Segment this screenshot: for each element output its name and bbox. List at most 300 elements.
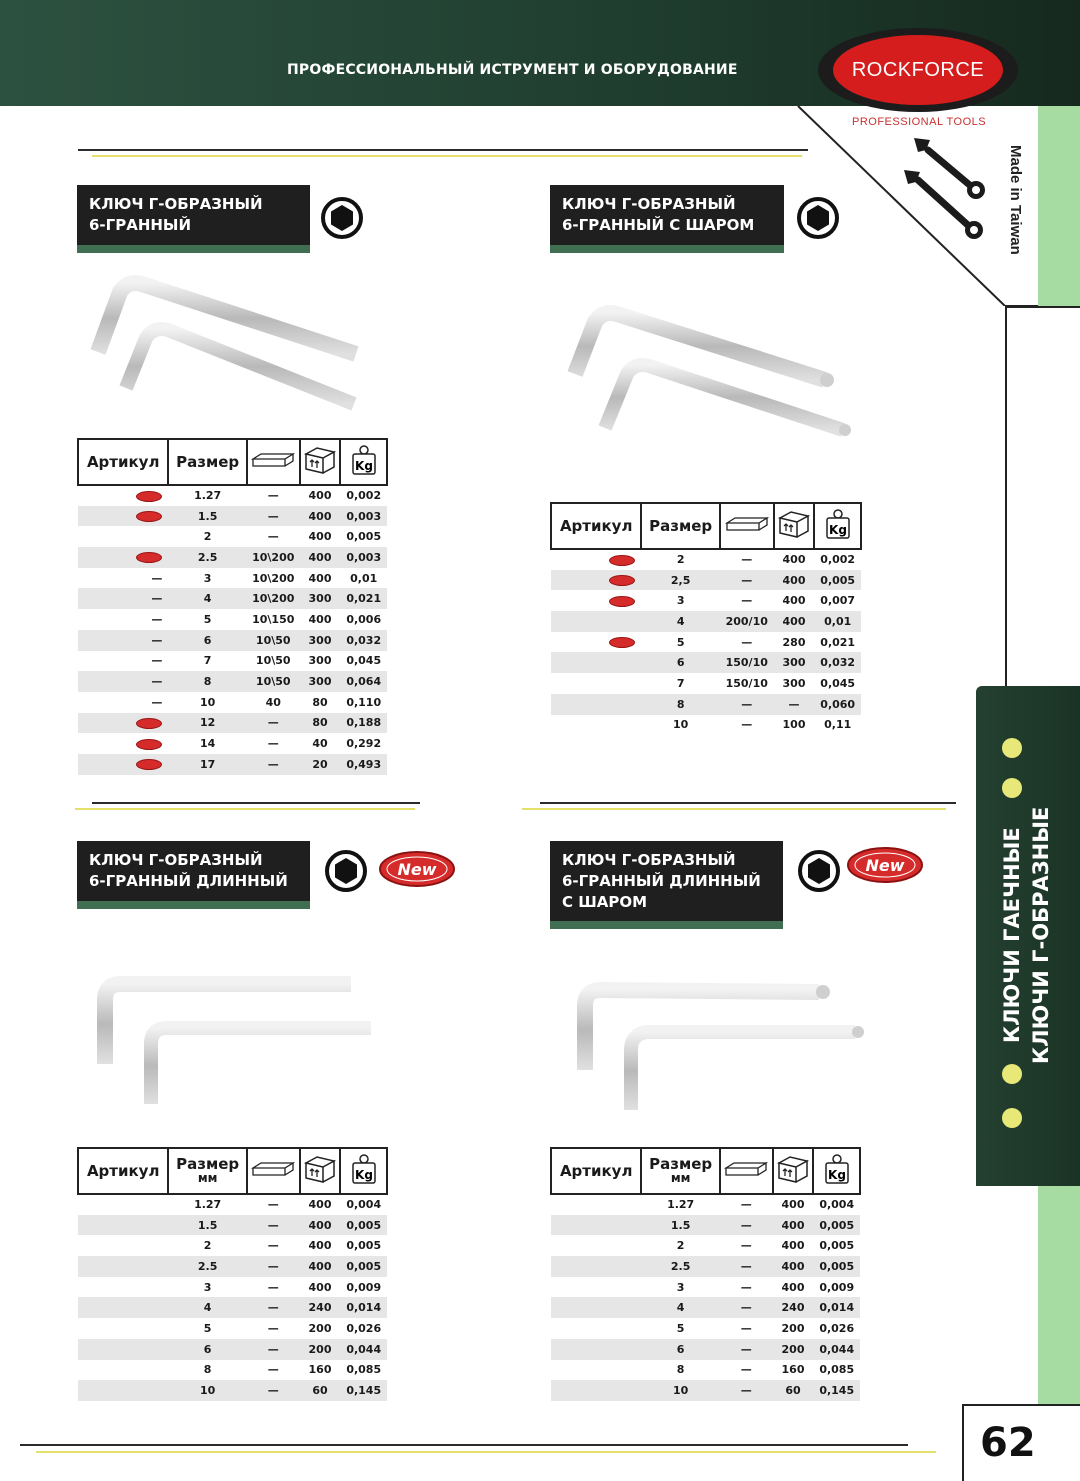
article-cell: [551, 1339, 641, 1360]
box-cell: 200: [773, 1339, 814, 1360]
pack-cell: —: [267, 1363, 279, 1377]
weight-cell: 0,493: [340, 754, 387, 775]
article-cell: [78, 754, 168, 775]
divider: [540, 802, 956, 804]
spec-table: [550, 502, 862, 735]
weight-cell: 0,060: [814, 694, 861, 715]
size-cell: 6: [168, 630, 246, 651]
box-cell: 400: [781, 1239, 805, 1253]
box-cell: 400: [782, 594, 806, 608]
pack-cell: —: [720, 694, 774, 715]
size-cell: 3: [203, 1280, 212, 1294]
weight-cell: 0,003: [340, 547, 387, 568]
weight-cell: 0,009: [346, 1280, 382, 1294]
table-row: [551, 1194, 860, 1215]
article-cell: [551, 1215, 641, 1236]
size-cell: 2: [676, 1239, 685, 1253]
table-row: [78, 526, 387, 547]
box-cell: 300: [774, 652, 815, 673]
box-cell: 400: [781, 1198, 805, 1212]
article-cell: [551, 632, 641, 653]
title-line: 6-ГРАННЫЙ ДЛИННЫЙ: [89, 872, 288, 890]
table-row: [78, 1380, 387, 1401]
size-cell: 4: [641, 611, 719, 632]
article-cell: [551, 1360, 641, 1381]
box-cell: 300: [308, 654, 332, 668]
new-mark-icon: [609, 596, 635, 607]
long-hex-key-image: [85, 964, 385, 1114]
box-cell: 80: [300, 713, 341, 734]
table-row: [551, 570, 861, 591]
pack-cell: 150/10: [725, 676, 768, 690]
weight-cell: 0,045: [820, 676, 856, 690]
weight-cell: 0,005: [346, 1239, 382, 1253]
box-cell: 400: [774, 611, 815, 632]
box-cell: 400: [774, 570, 815, 591]
table-row: [551, 1318, 860, 1339]
size-cell: 8: [168, 671, 246, 692]
box-cell: 40: [312, 737, 328, 751]
new-mark-icon: [136, 511, 162, 522]
pack-cell: —: [741, 718, 753, 732]
table-row: [78, 692, 387, 713]
article-cell: [551, 1277, 641, 1298]
col-weight-icon: [340, 439, 387, 485]
hexagon-icon: [321, 197, 363, 239]
pack-cell: —: [741, 553, 753, 567]
table-row: [551, 1235, 860, 1256]
table-row: [78, 1235, 387, 1256]
article-cell: —: [151, 612, 163, 626]
new-mark-icon: [609, 555, 635, 566]
box-cell: 240: [773, 1297, 814, 1318]
box-cell: 300: [300, 671, 341, 692]
pack-cell: —: [247, 713, 300, 734]
pack-cell: —: [267, 737, 279, 751]
frame-line: [1005, 306, 1007, 686]
col-article: Артикул: [551, 1148, 641, 1194]
table-row: [551, 1256, 860, 1277]
article-cell: [78, 1194, 168, 1215]
size-cell: 1.27: [194, 1198, 222, 1212]
pack-cell: —: [267, 1321, 279, 1335]
box-cell: 300: [300, 588, 341, 609]
section-title-long-hex-key: [77, 841, 310, 909]
weight-cell: 0,005: [814, 570, 861, 591]
box-cell: 400: [308, 1198, 332, 1212]
size-cell: 5: [676, 1321, 685, 1335]
weight-cell: 0,292: [346, 737, 382, 751]
decor-dot: [1002, 738, 1022, 758]
col-weight-icon: [814, 503, 861, 549]
box-cell: 400: [308, 1239, 332, 1253]
col-pack-icon: [247, 1148, 300, 1194]
size-cell: 2: [203, 1239, 212, 1253]
pack-cell: —: [740, 1321, 752, 1335]
pack-cell: —: [740, 1198, 752, 1212]
col-size: Размер: [641, 503, 719, 549]
table-row: [78, 733, 387, 754]
article-cell: [551, 1194, 641, 1215]
article-cell: [78, 506, 168, 527]
weight-cell: 0,014: [340, 1297, 387, 1318]
header-tagline: ПРОФЕССИОНАЛЬНЫЙ ИСТРУМЕНТ И ОБОРУДОВАНИЕ: [287, 62, 738, 78]
pack-cell: —: [720, 1339, 773, 1360]
box-cell: 200: [300, 1339, 341, 1360]
weight-label: Kg: [828, 523, 847, 537]
hexagon-icon: [798, 850, 840, 892]
weight-cell: 0,005: [813, 1215, 860, 1236]
new-badge-label: New: [397, 860, 437, 879]
box-cell: 60: [300, 1380, 341, 1401]
pack-cell: —: [741, 635, 753, 649]
pack-cell: 10\200: [247, 547, 300, 568]
table-row: [78, 485, 387, 506]
weight-cell: 0,004: [819, 1198, 855, 1212]
brand-name: ROCKFORCE: [833, 35, 1003, 105]
article-cell: [551, 1380, 641, 1401]
size-cell: 1.27: [667, 1198, 695, 1212]
pack-cell: —: [740, 1363, 752, 1377]
pack-cell: —: [267, 1239, 279, 1253]
weight-cell: 0,064: [340, 671, 387, 692]
table-row: [551, 715, 861, 736]
box-cell: 400: [300, 1215, 341, 1236]
table-row: [551, 1297, 860, 1318]
weight-cell: 0,026: [819, 1321, 855, 1335]
title-line: КЛЮЧ Г-ОБРАЗНЫЙ: [89, 851, 263, 869]
new-mark-icon: [136, 491, 162, 502]
pack-cell: 10\50: [255, 654, 291, 668]
article-cell: [78, 1235, 168, 1256]
weight-cell: 0,026: [346, 1321, 382, 1335]
box-cell: 100: [782, 718, 806, 732]
table-row: [551, 694, 861, 715]
table-row: [78, 754, 387, 775]
col-pack-icon: [720, 503, 774, 549]
box-cell: 400: [773, 1256, 814, 1277]
weight-label: Kg: [354, 459, 373, 473]
title-line: С ШАРОМ: [562, 893, 648, 911]
article-cell: [78, 547, 168, 568]
new-badge-label: New: [865, 856, 905, 875]
size-cell: 1.27: [194, 489, 222, 503]
size-cell: 2,5: [641, 570, 719, 591]
article-cell: [551, 673, 641, 694]
pack-cell: 10\50: [247, 671, 300, 692]
table-row: [551, 632, 861, 653]
size-cell: 6: [641, 1339, 719, 1360]
pack-cell: —: [720, 1297, 773, 1318]
pack-cell: —: [267, 489, 279, 503]
box-cell: 400: [773, 1215, 814, 1236]
pack-cell: —: [720, 1256, 773, 1277]
article-cell: [78, 526, 168, 547]
weight-cell: 0,145: [340, 1380, 387, 1401]
pack-cell: —: [720, 1380, 773, 1401]
pack-cell: —: [247, 1339, 300, 1360]
pack-cell: —: [247, 1256, 300, 1277]
new-badge-icon: [846, 846, 924, 884]
size-cell: 6: [641, 652, 719, 673]
pack-cell: 10\200: [252, 571, 295, 585]
article-cell: [78, 1256, 168, 1277]
section-title-long-ball-hex-key: [550, 841, 783, 929]
table-row: [78, 1339, 387, 1360]
pack-cell: —: [247, 754, 300, 775]
weight-cell: 0,032: [814, 652, 861, 673]
size-cell: 4: [168, 588, 246, 609]
size-cell: 6: [168, 1339, 246, 1360]
article-cell: [551, 590, 641, 611]
table-row: [78, 547, 387, 568]
pack-cell: 10\200: [247, 588, 300, 609]
weight-cell: 0,01: [814, 611, 861, 632]
size-cell: 8: [641, 694, 719, 715]
size-cell: 8: [676, 1363, 685, 1377]
weight-cell: 0,007: [820, 594, 856, 608]
weight-cell: 0,006: [346, 612, 382, 626]
article-cell: —: [78, 671, 168, 692]
article-cell: [551, 1318, 641, 1339]
weight-cell: 0,021: [340, 588, 387, 609]
pack-cell: —: [267, 530, 279, 544]
divider: [92, 802, 420, 804]
size-cell: 2.5: [168, 1256, 246, 1277]
section-title-hex-key: [77, 185, 310, 253]
size-cell: 2.5: [168, 547, 246, 568]
hexagon-icon: [325, 850, 367, 892]
article-cell: [551, 611, 641, 632]
box-cell: 300: [300, 630, 341, 651]
size-cell: 7: [203, 654, 212, 668]
table-row: [551, 673, 861, 694]
spec-table: [77, 438, 388, 775]
table-row: [551, 1277, 860, 1298]
weight-cell: 0,085: [819, 1363, 855, 1377]
weight-cell: 0,005: [346, 530, 382, 544]
box-cell: 200: [781, 1321, 805, 1335]
article-cell: —: [151, 654, 163, 668]
weight-cell: 0,003: [340, 506, 387, 527]
col-article: Артикул: [78, 1148, 168, 1194]
box-cell: 400: [781, 1280, 805, 1294]
decor-dot: [1002, 1108, 1022, 1128]
article-cell: [78, 1339, 168, 1360]
box-cell: 400: [308, 530, 332, 544]
box-cell: —: [774, 694, 815, 715]
col-box-icon: [300, 1148, 341, 1194]
size-cell: 3: [203, 571, 212, 585]
title-line: 6-ГРАННЫЙ: [89, 216, 192, 234]
size-cell: 2: [203, 530, 212, 544]
size-cell: 5: [203, 612, 212, 626]
side-accent-strip-lower: [1038, 1186, 1080, 1404]
article-cell: [551, 549, 641, 570]
pack-cell: —: [740, 1239, 752, 1253]
table-row: [78, 630, 387, 651]
size-cell: 4: [168, 1297, 246, 1318]
article-cell: [551, 1256, 641, 1277]
long-ball-hex-key-image: [565, 970, 875, 1120]
weight-cell: 0,014: [813, 1297, 860, 1318]
table-row: [78, 1318, 387, 1339]
weight-cell: 0,044: [813, 1339, 860, 1360]
col-weight-icon: [340, 1148, 387, 1194]
category-tab-text: [992, 700, 1062, 1170]
table-row: [78, 609, 387, 630]
weight-cell: 0,045: [346, 654, 382, 668]
made-in-label: Made in Taiwan: [1007, 145, 1024, 255]
brand-subtitle: PROFESSIONAL TOOLS: [852, 116, 987, 128]
weight-cell: 0,085: [346, 1363, 382, 1377]
weight-cell: 0,004: [346, 1198, 382, 1212]
weight-cell: 0,044: [340, 1339, 387, 1360]
size-cell: 2: [676, 553, 685, 567]
new-mark-icon: [609, 637, 635, 648]
article-cell: [551, 715, 641, 736]
col-article: Артикул: [78, 439, 168, 485]
divider: [78, 149, 808, 151]
article-cell: [78, 1297, 168, 1318]
weight-cell: 0,021: [820, 635, 856, 649]
decor-dot: [1002, 1064, 1022, 1084]
new-mark-icon: [136, 718, 162, 729]
table-row: [551, 1360, 860, 1381]
pack-cell: —: [740, 1280, 752, 1294]
weight-cell: 0,188: [340, 713, 387, 734]
size-cell: 10: [641, 1380, 719, 1401]
frame-line-top: [1005, 306, 1080, 308]
article-cell: [551, 652, 641, 673]
weight-cell: 0,005: [340, 1256, 387, 1277]
title-line: КЛЮЧ Г-ОБРАЗНЫЙ: [89, 195, 263, 213]
pack-cell: 150/10: [720, 652, 774, 673]
title-line: КЛЮЧ Г-ОБРАЗНЫЙ: [562, 851, 736, 869]
page-number: 62: [980, 1420, 1036, 1466]
weight-cell: 0,145: [813, 1380, 860, 1401]
section-title-ball-hex-key: [550, 185, 784, 253]
size-cell: 7: [676, 676, 685, 690]
article-cell: [551, 1297, 641, 1318]
new-badge-icon: [378, 850, 456, 888]
box-cell: 20: [300, 754, 341, 775]
pack-cell: —: [247, 1380, 300, 1401]
ball-hex-key-image: [555, 296, 865, 446]
category-line-2: КЛЮЧИ Г-ОБРАЗНЫЕ: [1029, 806, 1053, 1064]
divider-accent: [522, 808, 946, 810]
article-cell: [78, 1215, 168, 1236]
table-row: [551, 1380, 860, 1401]
size-cell: 17: [168, 754, 246, 775]
weight-label: Kg: [827, 1168, 846, 1182]
col-article: Артикул: [551, 503, 641, 549]
box-cell: 400: [308, 1280, 332, 1294]
article-cell: —: [151, 571, 163, 585]
size-cell: 10: [168, 1380, 246, 1401]
article-cell: [78, 1380, 168, 1401]
table-row: [78, 713, 387, 734]
box-cell: 400: [300, 547, 341, 568]
pack-cell: —: [267, 1280, 279, 1294]
spanner-icon: [900, 132, 990, 242]
box-cell: 400: [300, 1256, 341, 1277]
weight-cell: 0,005: [340, 1215, 387, 1236]
hex-key-image: [80, 270, 370, 430]
box-cell: 400: [308, 571, 332, 585]
new-mark-icon: [136, 552, 162, 563]
brand-logo[interactable]: [818, 28, 1018, 112]
col-pack-icon: [247, 439, 300, 485]
pack-cell: —: [267, 1198, 279, 1212]
pack-cell: —: [247, 506, 300, 527]
article-cell: [551, 570, 641, 591]
pack-cell: 10\50: [247, 630, 300, 651]
size-cell: 3: [676, 594, 685, 608]
table-row: [551, 590, 861, 611]
box-cell: 280: [782, 635, 806, 649]
table-row: [78, 1277, 387, 1298]
box-cell: 400: [308, 612, 332, 626]
article-cell: —: [78, 630, 168, 651]
article-cell: [78, 485, 168, 506]
weight-cell: 0,11: [824, 718, 852, 732]
size-cell: 8: [203, 1363, 212, 1377]
article-cell: [78, 1360, 168, 1381]
table-row: [78, 1256, 387, 1277]
new-mark-icon: [609, 575, 635, 586]
table-row: [78, 1215, 387, 1236]
box-cell: 200: [308, 1321, 332, 1335]
decor-dot: [1002, 778, 1022, 798]
title-line: 6-ГРАННЫЙ ДЛИННЫЙ: [562, 872, 761, 890]
hexagon-icon: [797, 197, 839, 239]
pack-cell: —: [720, 1215, 773, 1236]
size-cell: 3: [676, 1280, 685, 1294]
col-box-icon: [774, 503, 815, 549]
table-row: [78, 1194, 387, 1215]
box-cell: 400: [782, 553, 806, 567]
side-accent-strip: [1038, 106, 1080, 306]
pack-cell: —: [720, 570, 774, 591]
table-row: [78, 651, 387, 672]
title-line: КЛЮЧ Г-ОБРАЗНЫЙ: [562, 195, 736, 213]
divider: [20, 1444, 908, 1446]
table-row: [551, 1215, 860, 1236]
weight-cell: 0,01: [350, 571, 378, 585]
size-cell: 1.5: [168, 1215, 246, 1236]
category-line-1: КЛЮЧИ ГАЕЧНЫЕ: [1000, 827, 1024, 1043]
divider-accent: [36, 1451, 936, 1453]
size-cell: 4: [641, 1297, 719, 1318]
article-cell: [78, 1277, 168, 1298]
col-size: Размер мм: [641, 1148, 719, 1194]
weight-label: Kg: [354, 1168, 373, 1182]
pack-cell: 200/10: [720, 611, 774, 632]
col-box-icon: [773, 1148, 814, 1194]
box-cell: 160: [781, 1363, 805, 1377]
size-cell: 10: [199, 695, 216, 709]
col-size: Размер мм: [168, 1148, 246, 1194]
size-cell: 5: [676, 635, 685, 649]
article-cell: —: [78, 588, 168, 609]
article-cell: [551, 694, 641, 715]
weight-cell: 0,005: [813, 1256, 860, 1277]
size-cell: 1.5: [168, 506, 246, 527]
box-cell: 240: [300, 1297, 341, 1318]
table-row: [78, 588, 387, 609]
col-size: Размер: [168, 439, 246, 485]
